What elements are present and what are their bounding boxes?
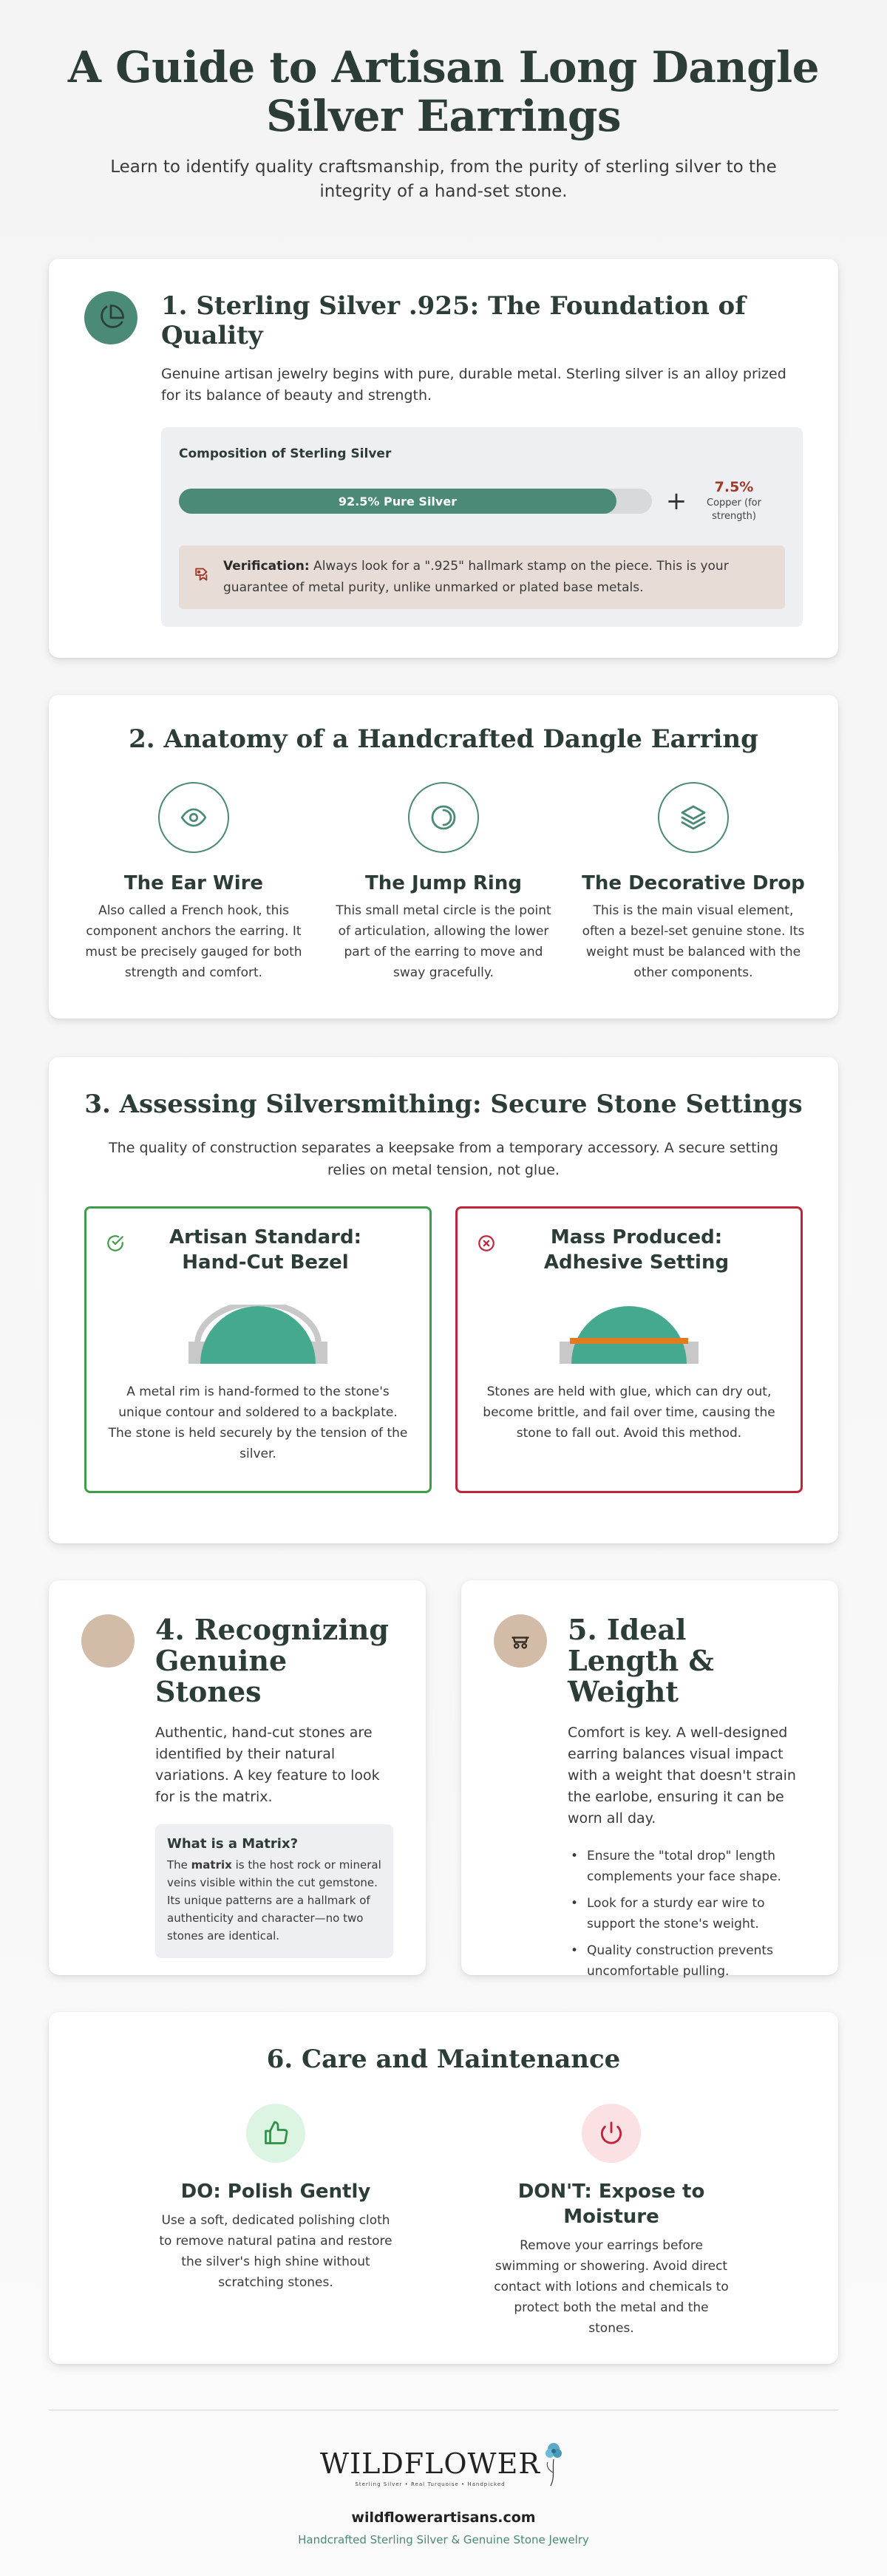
composition-title: Composition of Sterling Silver (179, 446, 392, 461)
care-title: DON'T: Expose to Moisture (517, 2181, 705, 2228)
section-length-weight (461, 1580, 838, 1979)
scale-icon (494, 1614, 547, 1668)
page-title: A Guide to Artisan Long Dangle Silver Earrings (67, 42, 820, 141)
verification-label: Verification: (223, 559, 310, 574)
care-dont (489, 2104, 733, 2339)
list-item-text: Ensure the "total drop" length complements your face shape. (587, 1849, 781, 1884)
layers-icon (658, 782, 729, 853)
section-care (49, 2012, 838, 2364)
section-title: 6. Care and Maintenance (266, 2045, 621, 2074)
list-item: • Quality construction prevents uncomfortable pulling. (568, 1940, 806, 1982)
section-title: 3. Assessing Silversmithing: Secure Stone Settings (84, 1090, 803, 1119)
verification-text (223, 556, 770, 599)
footer (49, 2410, 838, 2546)
section-title: 5. Ideal Length & Weight (568, 1613, 714, 1708)
eye-icon (158, 782, 229, 853)
website-link[interactable]: wildflowerartisans.com (351, 2509, 536, 2526)
section-text: Genuine artisan jewelry begins with pure, durable metal. Sterling silver is an alloy prized for its balance of beauty and strength. (161, 366, 786, 404)
care-title: DO: Polish Gently (180, 2181, 371, 2203)
verification-note (179, 546, 785, 609)
anatomy-text: This is the main visual element, often a bezel-set genuine stone. Its weight must be balanced with the other components. (582, 903, 805, 980)
copper-stat (701, 479, 767, 523)
matrix-text-pre: The (167, 1858, 191, 1872)
card-title: Artisan Standard: Hand-Cut Bezel (169, 1226, 362, 1274)
section-sterling-silver (49, 259, 838, 658)
matrix-text-post: is the host rock or mineral veins visible within the cut gemstone. Its unique patterns are a hallmark of authenticity and character—no two stones are identical. (167, 1858, 381, 1943)
thumbs-up-icon (246, 2104, 305, 2163)
card-header (477, 1225, 781, 1275)
section-title: 1. Sterling Silver .925: The Foundation of Quality (161, 291, 746, 350)
ring-icon (408, 782, 479, 853)
card-header (106, 1225, 410, 1275)
tips-list (568, 1846, 806, 1982)
flower-icon (540, 2440, 567, 2487)
setting-comparison (49, 1206, 838, 1493)
check-circle-icon (106, 1225, 135, 1256)
card-text: Stones are held with glue, which can dry out, become brittle, and fail over time, causing the stone to fall out. Avoid this method. (483, 1384, 775, 1441)
matrix-text (167, 1856, 381, 1945)
anatomy-text: This small metal circle is the point of articulation, allowing the lower part of the earring to move and sway gracefully. (336, 903, 551, 980)
logo-wordmark: WILDFLOWER (320, 2447, 540, 2480)
pie-chart-icon (84, 291, 137, 344)
bezel-setting-illustration (184, 1305, 332, 1371)
composition-bar-track (179, 489, 652, 514)
logo-tagline: Sterling Silver • Real Turquoise • Handpicked (355, 2481, 506, 2487)
verification-body: Always look for a ".925" hallmark stamp on the piece. This is your guarantee of metal purity, unlike unmarked or plated base metals. (223, 559, 729, 595)
page-subtitle: Learn to identify quality craftsmanship, from the purity of sterling silver to the integrity of a hand-set stone. (110, 157, 777, 201)
plus-sign: + (665, 486, 687, 516)
copper-label: Copper (for strength) (707, 497, 761, 522)
adhesive-setting-illustration (555, 1305, 703, 1371)
section-title: 4. Recognizing Genuine Stones (155, 1613, 389, 1708)
care-text: Use a soft, dedicated polishing cloth to remove natural patina and restore the silver's high shine without scratching stones. (159, 2213, 392, 2290)
x-circle-icon (477, 1225, 506, 1256)
section-stone-settings (49, 1057, 838, 1543)
brand-logo[interactable] (49, 2440, 838, 2487)
list-item-text: Quality construction prevents uncomfortable pulling. (587, 1943, 773, 1979)
silver-bar-fill: 92.5% Pure Silver (179, 489, 616, 514)
list-item: • Ensure the "total drop" length complements your face shape. (568, 1846, 806, 1887)
anatomy-item-ear-wire (81, 782, 306, 983)
anatomy-item-jump-ring (331, 782, 556, 983)
list-item: • Look for a sturdy ear wire to support the stone's weight. (568, 1893, 806, 1934)
stone-badge (81, 1614, 135, 1668)
section-text: Authentic, hand-cut stones are identified by their natural variations. A key feature to look for is the matrix. (155, 1724, 380, 1805)
anatomy-title: The Decorative Drop (582, 872, 805, 894)
stones-and-weight-row (49, 1580, 838, 1979)
card-title: Mass Produced: Adhesive Setting (543, 1226, 730, 1274)
matrix-info-box (155, 1824, 393, 1958)
card-text: A metal rim is hand-formed to the stone's unique contour and soldered to a backplate. The stone is held securely by the tension of the silver. (108, 1384, 408, 1461)
care-list (49, 2104, 838, 2339)
section-text: Comfort is key. A well-designed earring balances visual impact with a weight that doesn't strain the earlobe, ensuring it can be worn all day. (568, 1724, 796, 1826)
care-do (154, 2104, 398, 2339)
adhesive-setting-card (455, 1206, 803, 1493)
list-item-text: Look for a sturdy ear wire to support the stone's weight. (587, 1896, 765, 1931)
section-title: 2. Anatomy of a Handcrafted Dangle Earring (129, 724, 758, 754)
hallmark-tag-icon (194, 556, 223, 587)
anatomy-text: Also called a French hook, this component anchors the earring. It must be precisely gauged for both strength and comfort. (85, 903, 302, 980)
matrix-term: matrix (191, 1858, 232, 1872)
anatomy-list (49, 782, 838, 983)
power-icon (582, 2104, 641, 2163)
care-text: Remove your earrings before swimming or showering. Avoid direct contact with lotions and chemicals to protect both the metal and the stones. (494, 2238, 729, 2336)
section-text: The quality of construction separates a keepsake from a temporary accessory. A secure setting relies on metal tension, not glue. (109, 1140, 778, 1178)
anatomy-title: The Jump Ring (365, 872, 522, 894)
composition-box (161, 427, 803, 627)
section-anatomy (49, 695, 838, 1019)
composition-bar-row (179, 479, 785, 523)
matrix-title: What is a Matrix? (167, 1836, 299, 1852)
anatomy-item-decorative-drop (581, 782, 806, 983)
anatomy-title: The Ear Wire (123, 872, 264, 894)
section-genuine-stones (49, 1580, 426, 1975)
footer-tagline: Handcrafted Sterling Silver & Genuine Stone Jewelry (298, 2533, 589, 2546)
bezel-setting-card (84, 1206, 432, 1493)
copper-value: 7.5% (714, 479, 754, 495)
